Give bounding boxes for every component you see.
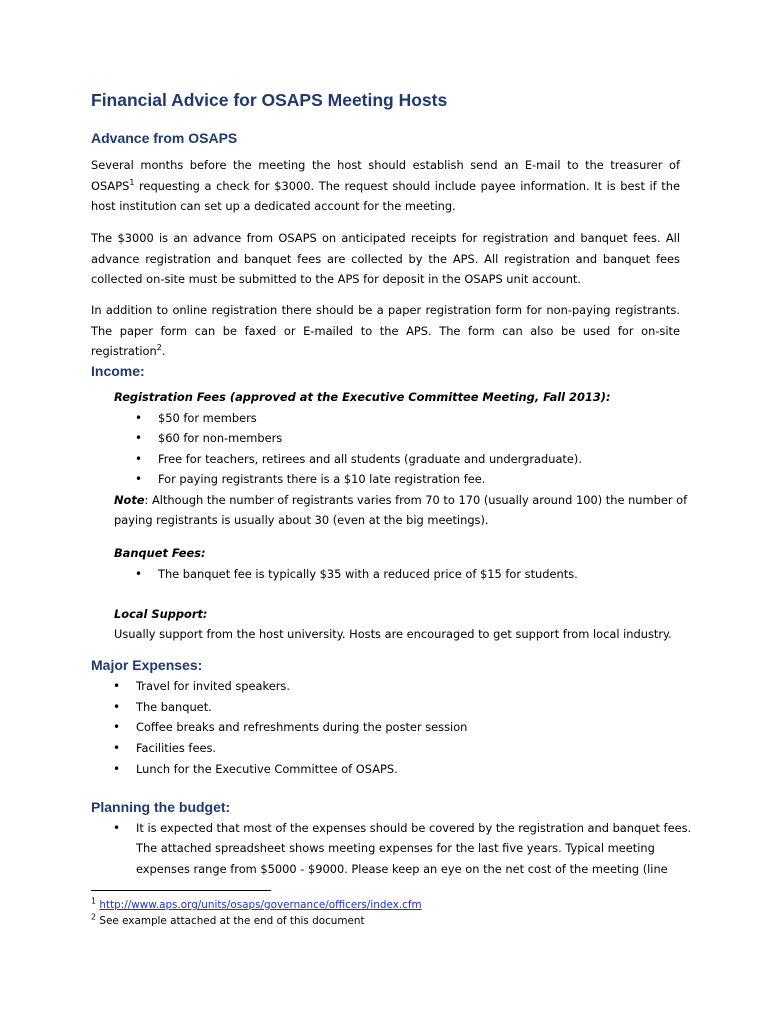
footnote-2: $^2$ See example attached at the end of this document — [91, 912, 365, 927]
footnote-divider — [91, 890, 271, 891]
registration-note: Note: Although the number of registrants varies from 70 to 170 (usually around 100) the number of — [114, 493, 688, 507]
local-support-text: Usually support from the host university. Hosts are encouraged to get support from local industry. — [114, 627, 672, 641]
footnote-link[interactable]: http://www.aps.org/units/osaps/governance/officers/index.cfm — [99, 899, 422, 911]
advance-paragraph-3: In addition to online registration there should be a paper registration form for non-paying registrants. The paper form can be faxed or E-mailed to the APS. The form can also be used for on-site registration$^2$. — [91, 303, 680, 359]
local-support-title: Local Support: — [114, 607, 208, 621]
list-item: • $50 for members — [158, 408, 257, 429]
advance-paragraph-1: Several months before the meeting the host should establish send an E-mail to the treasurer of OSAPS$^1$ requesting a check for $3000. The request should include payee information. It is best if the host institution can set up a dedicated account for the meeting. — [91, 158, 680, 214]
advance-paragraph-2: The $3000 is an advance from OSAPS on anticipated receipts for registration and banquet fees. All advance registration and banquet fees are collected by the APS. All registration and banquet fees collected on-site must be submitted to the APS for deposit in the OSAPS unit account. — [91, 231, 680, 287]
list-item: • Free for teachers, retirees and all students (graduate and undergraduate). — [158, 449, 582, 470]
list-item: • Coffee breaks and refreshments during the poster session — [136, 717, 467, 738]
section-heading-income: Income: — [91, 363, 145, 379]
list-item: • The banquet fee is typically $35 with a reduced price of $15 for students. — [158, 564, 578, 585]
footnote-1: $^1$ http://www.aps.org/units/osaps/governance/officers/index.cfm — [91, 896, 422, 911]
page-title: Financial Advice for OSAPS Meeting Hosts — [91, 90, 448, 110]
registration-fees-title: Registration Fees (approved at the Executive Committee Meeting, Fall 2013): — [114, 390, 611, 404]
list-item: • Facilities fees. — [136, 738, 216, 759]
list-item-continued: expenses range from $5000 - $9000. Please keep an eye on the net cost of the meeting (line — [136, 862, 668, 876]
section-heading-expenses: Major Expenses: — [91, 657, 203, 673]
registration-note-continued: paying registrants is usually about 30 (even at the big meetings). — [114, 513, 489, 527]
list-item: • The banquet. — [136, 697, 212, 718]
footnote-ref-2[interactable]: 2 — [156, 343, 162, 353]
section-heading-budget: Planning the budget: — [91, 799, 231, 815]
list-item: • Lunch for the Executive Committee of OSAPS. — [136, 759, 398, 780]
list-item: • $60 for non-members — [158, 428, 282, 449]
section-heading-advance: Advance from OSAPS — [91, 130, 238, 146]
note-label: Note — [114, 493, 145, 507]
list-item: • It is expected that most of the expenses should be covered by the registration and banquet fees. — [136, 818, 681, 839]
list-item: • For paying registrants there is a $10 late registration fee. — [158, 469, 485, 490]
list-item-continued: The attached spreadsheet shows meeting expenses for the last five years. Typical meeting — [136, 841, 655, 855]
list-item: • Travel for invited speakers. — [136, 676, 290, 697]
banquet-fees-title: Banquet Fees: — [114, 546, 206, 560]
footnote-ref-1[interactable]: 1 — [129, 177, 135, 187]
